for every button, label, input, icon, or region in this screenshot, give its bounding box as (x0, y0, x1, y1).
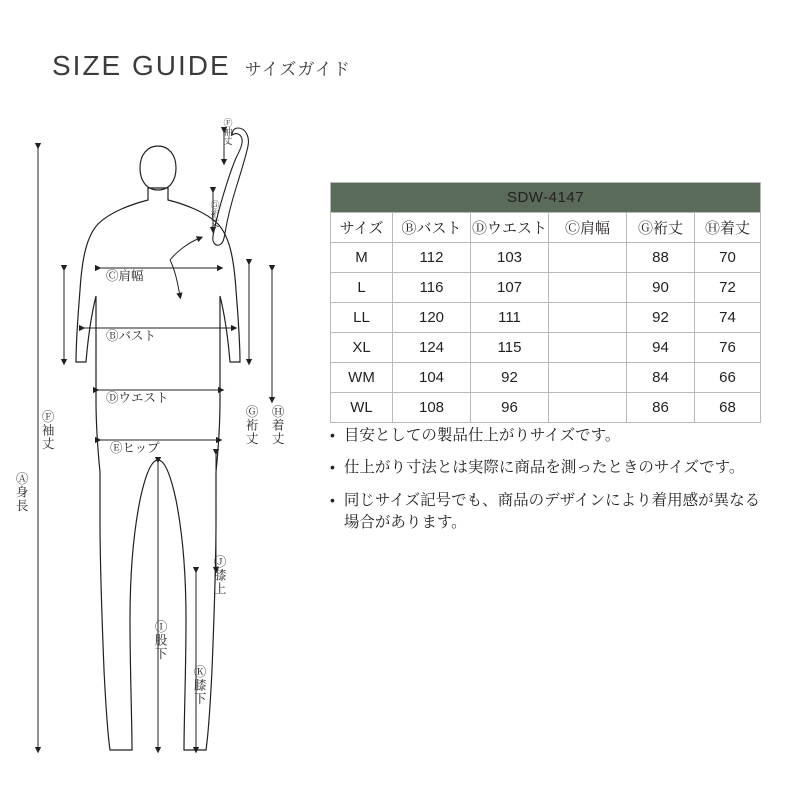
label-arm-g-yuki: Ⓖ裄丈 (209, 200, 220, 227)
cell-waist: 115 (471, 333, 549, 363)
page-title-main: SIZE GUIDE (52, 50, 231, 81)
table-row (331, 273, 761, 303)
cell-length: 68 (695, 393, 761, 423)
cell-bust: 104 (393, 363, 471, 393)
label-g-yuki: Ⓖ裄丈 (244, 405, 259, 446)
arm-detail-outline (213, 128, 249, 245)
bullet-icon: • (330, 459, 335, 476)
model-number: SDW-4147 (331, 183, 761, 213)
label-i-inseam: Ⓘ股下 (153, 620, 168, 661)
cell-shoulder (549, 273, 627, 303)
table-row (331, 333, 761, 363)
label-k-below-knee: Ⓚ膝下 (192, 665, 207, 706)
cell-size: M (331, 243, 393, 273)
header-waist: Ⓓウエスト (471, 213, 549, 243)
cell-bust: 124 (393, 333, 471, 363)
cell-bust: 116 (393, 273, 471, 303)
cell-yuki: 86 (627, 393, 695, 423)
cell-yuki: 90 (627, 273, 695, 303)
label-e-hip: Ⓔヒップ (110, 441, 160, 455)
table-row (331, 303, 761, 333)
header-shoulder: Ⓒ肩幅 (549, 213, 627, 243)
cell-size: L (331, 273, 393, 303)
header-size: サイズ (331, 213, 393, 243)
label-d-waist: Ⓓウエスト (106, 391, 169, 405)
table-model-row (331, 183, 761, 213)
note-text: 同じサイズ記号でも、商品のデザインにより着用感が異なる場合があります。 (343, 491, 761, 532)
notes-list (330, 425, 770, 545)
table-row (331, 393, 761, 423)
cell-size: LL (331, 303, 393, 333)
table-header-row (331, 213, 761, 243)
table-row (331, 363, 761, 393)
label-a-height: Ⓐ身長 (14, 472, 29, 513)
cell-shoulder (549, 393, 627, 423)
cell-length: 66 (695, 363, 761, 393)
cell-bust: 120 (393, 303, 471, 333)
cell-shoulder (549, 363, 627, 393)
header-length: Ⓗ着丈 (695, 213, 761, 243)
cell-shoulder (549, 243, 627, 273)
note-text: 仕上がり寸法とは実際に商品を測ったときのサイズです。 (343, 459, 745, 477)
label-b-bust: Ⓑバスト (106, 329, 157, 343)
size-table (330, 182, 761, 423)
table-row (331, 243, 761, 273)
cell-shoulder (549, 333, 627, 363)
page-title (52, 50, 351, 82)
note-item (330, 457, 770, 479)
table-body (331, 243, 761, 423)
cell-waist: 103 (471, 243, 549, 273)
label-h-length: Ⓗ着丈 (270, 405, 285, 446)
cell-bust: 112 (393, 243, 471, 273)
cell-waist: 107 (471, 273, 549, 303)
note-text: 目安としての製品仕上がりサイズです。 (343, 427, 621, 444)
label-arm-f-sleeve: Ⓕ袖丈 (222, 118, 233, 145)
cell-bust: 108 (393, 393, 471, 423)
cell-length: 72 (695, 273, 761, 303)
cell-yuki: 84 (627, 363, 695, 393)
bullet-icon: • (330, 491, 335, 508)
bullet-icon: • (330, 427, 335, 443)
label-j-above-knee: Ⓙ膝上 (212, 555, 227, 596)
size-table-container (330, 182, 760, 423)
cell-yuki: 92 (627, 303, 695, 333)
cell-waist: 96 (471, 393, 549, 423)
cell-length: 74 (695, 303, 761, 333)
cell-shoulder (549, 303, 627, 333)
cell-size: WL (331, 393, 393, 423)
header-yuki: Ⓖ裄丈 (627, 213, 695, 243)
note-item (330, 425, 770, 447)
cell-waist: 111 (471, 303, 549, 333)
cell-yuki: 94 (627, 333, 695, 363)
label-c-shoulder: Ⓒ肩幅 (106, 269, 144, 283)
cell-length: 76 (695, 333, 761, 363)
cell-waist: 92 (471, 363, 549, 393)
leader-lines (170, 238, 200, 296)
cell-size: XL (331, 333, 393, 363)
page-title-sub: サイズガイド (244, 60, 351, 79)
note-item (330, 490, 770, 535)
body-figure-diagram (0, 100, 330, 760)
header-bust: Ⓑバスト (393, 213, 471, 243)
cell-size: WM (331, 363, 393, 393)
cell-yuki: 88 (627, 243, 695, 273)
label-f-sleeve: Ⓕ袖丈 (40, 410, 55, 451)
cell-length: 70 (695, 243, 761, 273)
